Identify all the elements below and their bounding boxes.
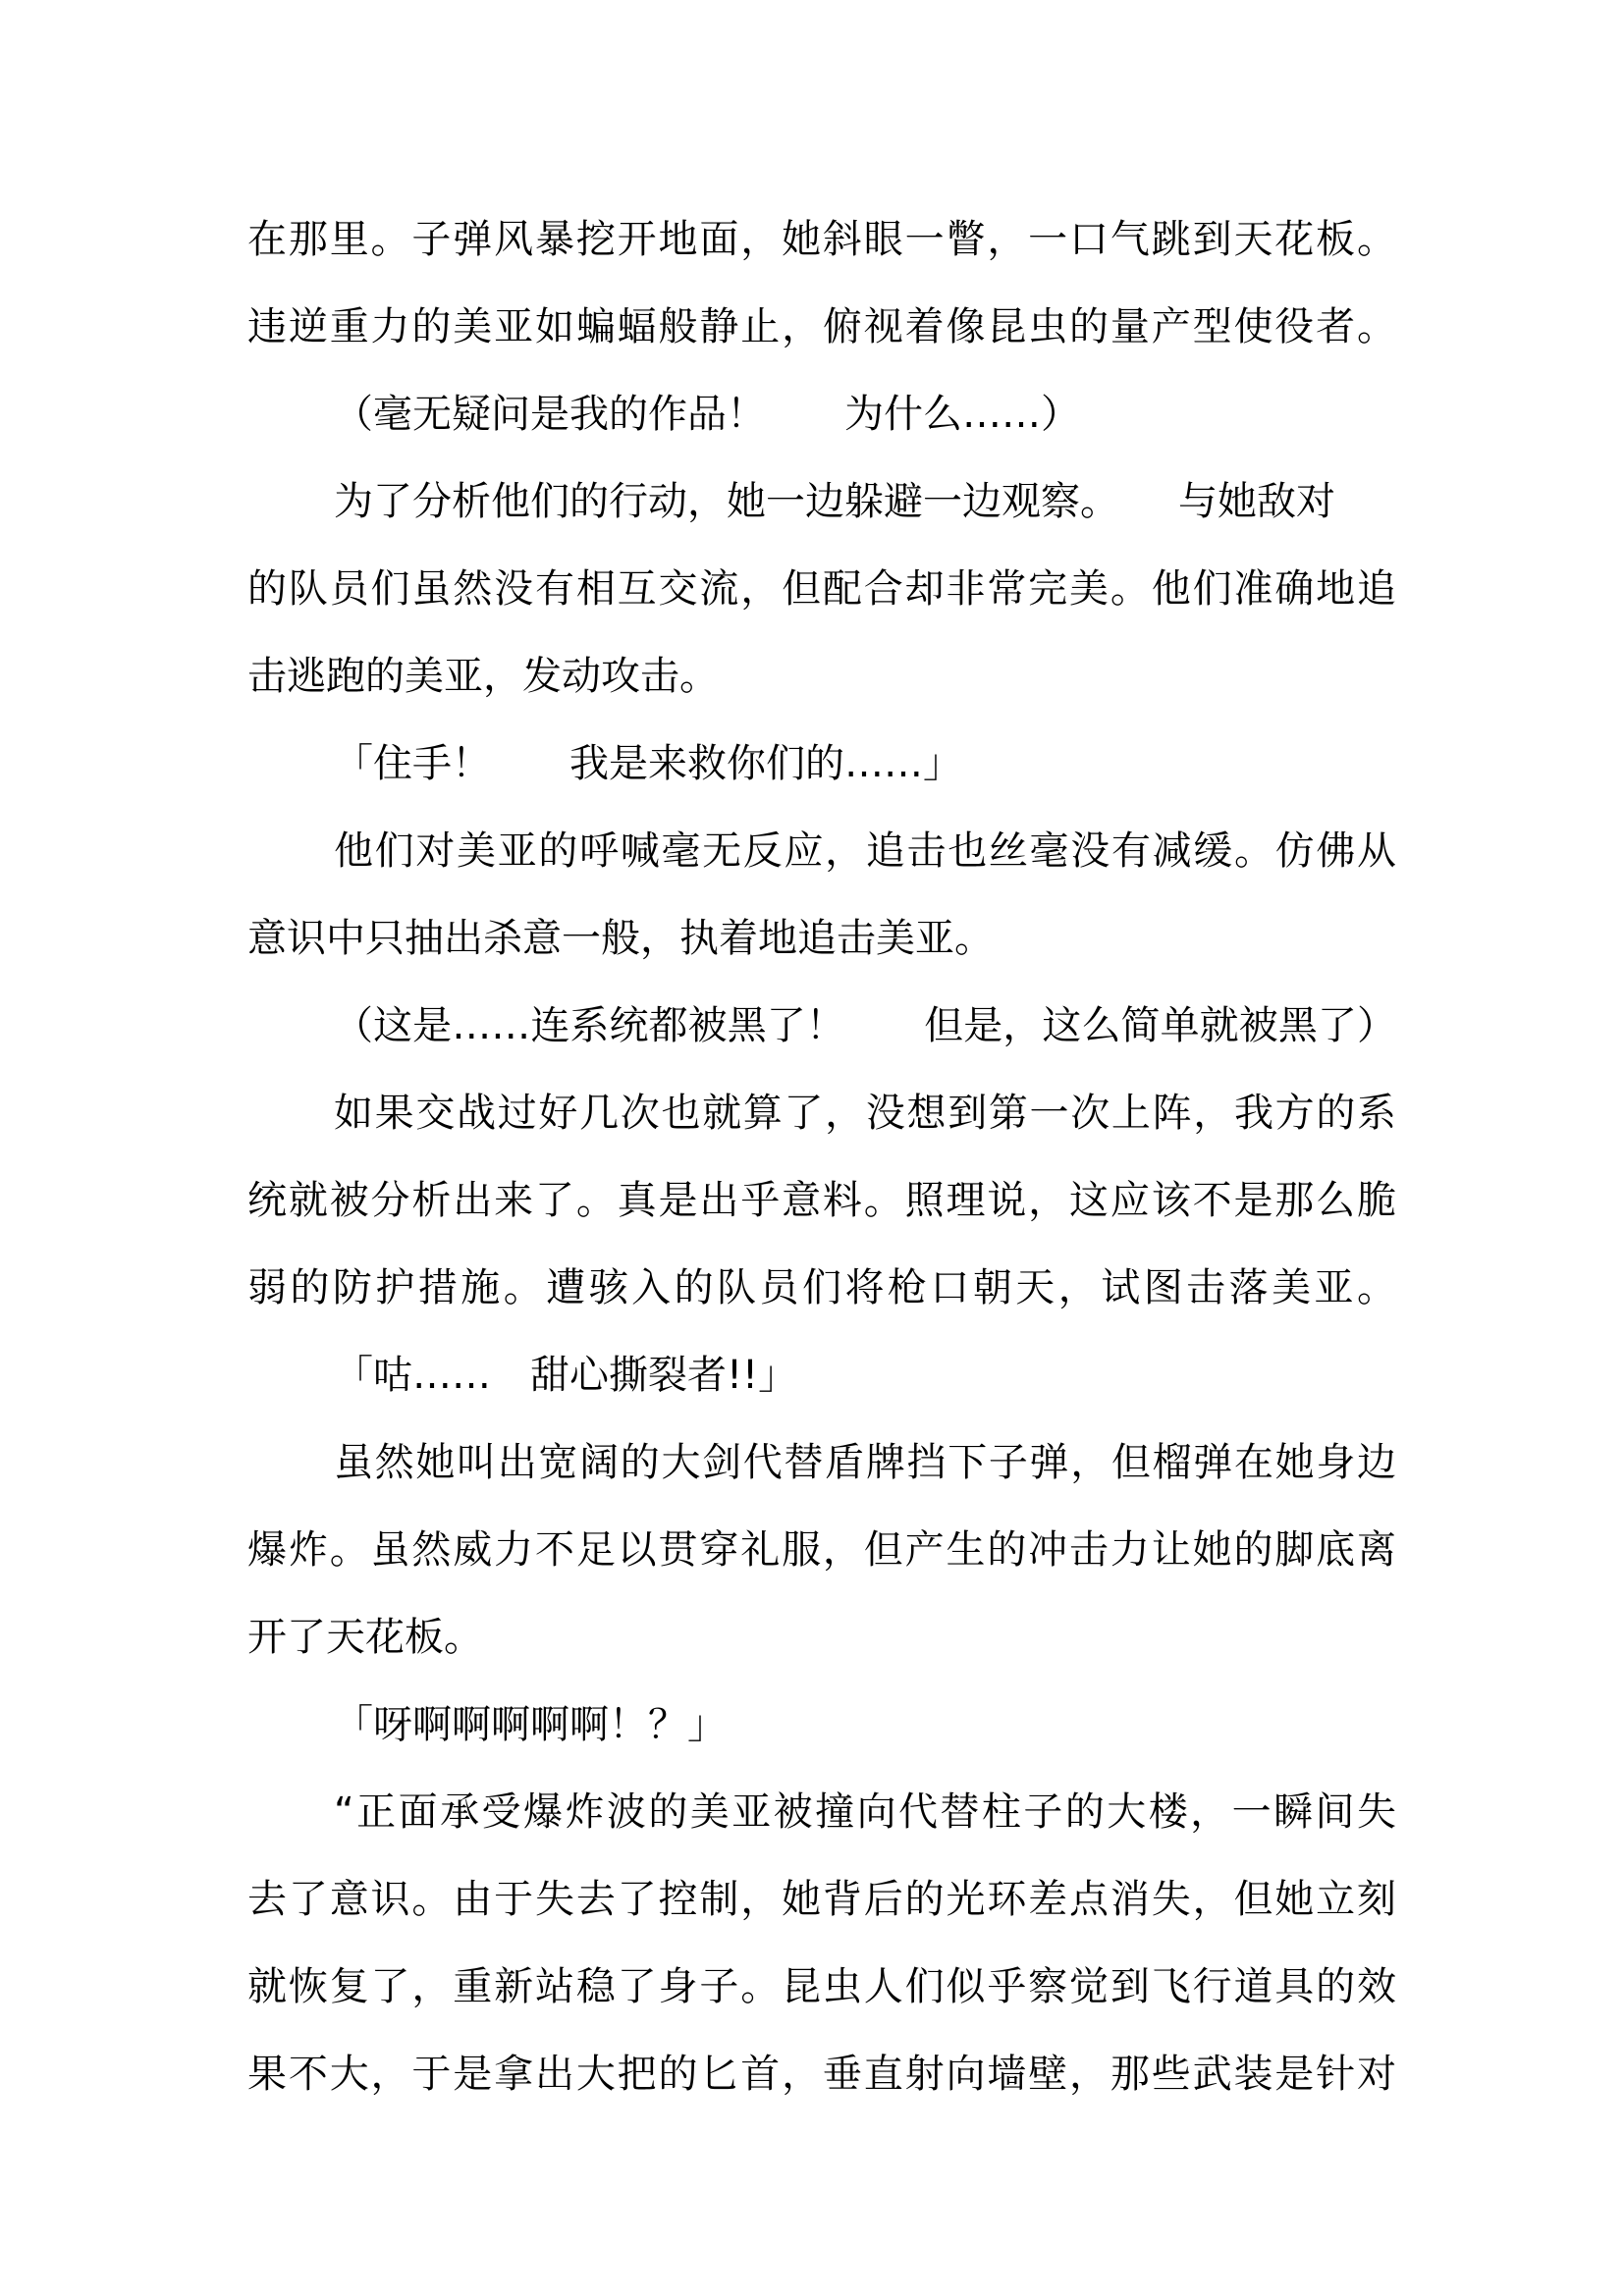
text-line: 如果交战过好几次也就算了，没想到第一次上阵，我方的系: [334, 1091, 1396, 1136]
text-line: 就恢复了，重新站稳了身子。昆虫人们似乎察觉到飞行道具的效: [247, 1964, 1396, 2009]
text-line: 开了天花板。: [247, 1615, 483, 1660]
text-line: 的队员们虽然没有相互交流，但配合却非常完美。他们准确地追: [247, 566, 1396, 612]
text-line: 意识中只抽出杀意一般，执着地追击美亚。: [247, 916, 994, 961]
text-line: 统就被分析出来了。真是出乎意料。照理说，这应该不是那么脆: [247, 1178, 1396, 1223]
text-line: 虽然她叫出宽阔的大剑代替盾牌挡下子弹，但榴弹在她身边: [334, 1440, 1396, 1485]
text-line: 「住手！ 我是来救你们的……」: [334, 741, 962, 786]
text-line: 去了意识。由于失去了控制，她背后的光环差点消失，但她立刻: [247, 1877, 1396, 1922]
text-line: 「咕…… 甜心撕裂者!!」: [334, 1353, 798, 1398]
text-line: 击逃跑的美亚，发动攻击。: [247, 654, 719, 699]
text-line: 在那里。子弹风暴挖开地面，她斜眼一瞥，一口气跳到天花板。: [247, 217, 1396, 262]
text-line: 弱的防护措施。遭骇入的队员们将枪口朝天，试图击落美亚。: [247, 1265, 1396, 1310]
text-line: 果不大，于是拿出大把的匕首，垂直射向墙壁，那些武装是针对: [247, 2052, 1396, 2097]
text-line: （这是……连系统都被黑了！ 但是，这么简单就被黑了）: [334, 1003, 1396, 1048]
text-line: 爆炸。虽然威力不足以贯穿礼服，但产生的冲击力让她的脚底离: [247, 1527, 1396, 1573]
text-line: （毫无疑问是我的作品！ 为什么……）: [334, 392, 1080, 437]
text-line: 「呀啊啊啊啊啊！？」: [334, 1702, 727, 1747]
text-line: 违逆重力的美亚如蝙蝠般静止，俯视着像昆虫的量产型使役者。: [247, 304, 1396, 349]
text-line: “正面承受爆炸波的美亚被撞向代替柱子的大楼，一瞬间失: [334, 1789, 1396, 1835]
text-line: 他们对美亚的呼喊毫无反应，追击也丝毫没有减缓。仿佛从: [334, 828, 1396, 874]
text-line: 为了分析他们的行动，她一边躲避一边观察。 与她敌对: [334, 479, 1335, 524]
